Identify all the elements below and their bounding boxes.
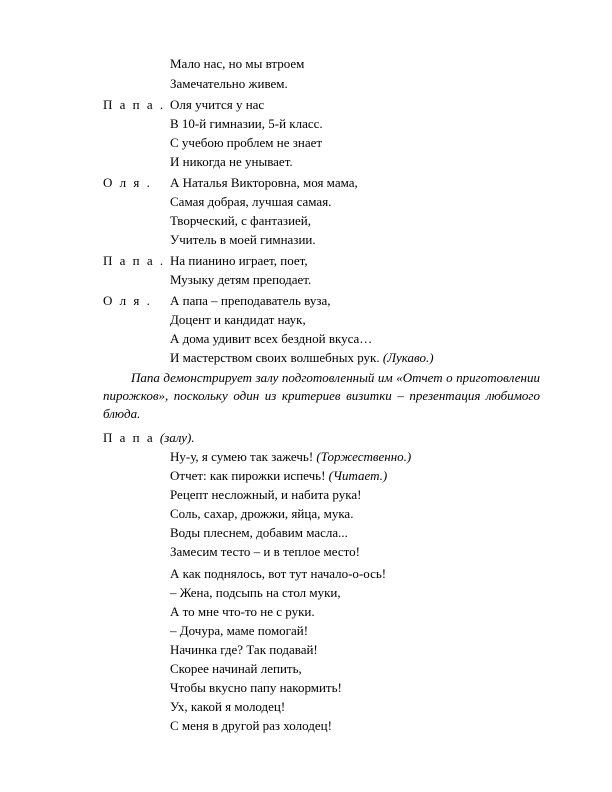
verse-text: Отчет: как пирожки испечь! <box>170 468 326 483</box>
verse-line: Ух, какой я молодец! <box>170 699 286 714</box>
verse-line: С меня в другой раз холодец! <box>170 718 332 733</box>
verse-line: Начинка где? Так подавай! <box>170 642 318 657</box>
speaker-label: П а п а <box>103 430 155 445</box>
verse-line: Музыку детям преподает. <box>170 272 312 287</box>
verse-line: Скорее начинай лепить, <box>170 661 302 676</box>
verse-line: Творческий, с фантазией, <box>170 213 312 228</box>
verse-line: Соль, сахар, дрожжи, яйца, мука. <box>170 506 354 521</box>
verse-line <box>170 449 411 464</box>
verse-line: На пианино играет, поет, <box>170 253 308 268</box>
verse-text: И мастерством своих волшебных рук. <box>170 350 380 365</box>
verse-line: – Жена, подсыпь на стол муки, <box>170 585 341 600</box>
verse-line: Самая добрая, лучшая самая. <box>170 194 332 209</box>
verse-line <box>170 350 434 365</box>
verse-text: Ну-у, я сумею так зажечь! <box>170 449 314 464</box>
verse-line <box>170 468 387 483</box>
speaker-name: П а п а . <box>103 253 166 268</box>
verse-line: Мало нас, но мы втроем <box>170 56 305 71</box>
verse-line: Рецепт несложный, и набита рука! <box>170 487 362 502</box>
verse-line: А папа – преподаватель вуза, <box>170 293 331 308</box>
verse-line: – Дочура, маме помогай! <box>170 623 309 638</box>
stage-remark: (Лукаво.) <box>382 350 434 365</box>
verse-line: Учитель в моей гимназии. <box>170 232 316 247</box>
speaker-name <box>103 430 195 445</box>
stage-remark: (залу). <box>159 430 195 445</box>
verse-line: С учебою проблем не знает <box>170 135 323 150</box>
verse-line: Замесим тесто – и в теплое место! <box>170 544 360 559</box>
verse-line: Замечательно живем. <box>170 76 288 91</box>
verse-line: А то мне что-то не с руки. <box>170 604 315 619</box>
speaker-name: О л я . <box>103 175 152 190</box>
stage-direction: Папа демонстрирует залу подготовленный им «Отчет о приготовлении пирожков», поскольку один из критериев визитки – презентация любимого блюда. <box>103 370 540 421</box>
verse-line: Оля учится у нас <box>170 97 265 112</box>
verse-line: Доцент и кандидат наук, <box>170 312 306 327</box>
verse-line: А Наталья Викторовна, моя мама, <box>170 175 358 190</box>
verse-line: В 10-й гимназии, 5-й класс. <box>170 116 323 131</box>
verse-line: А как поднялось, вот тут начало-о-ось! <box>170 566 387 581</box>
verse-line: И никогда не унывает. <box>170 154 293 169</box>
stage-remark: (Торжественно.) <box>316 449 412 464</box>
speaker-name: П а п а . <box>103 97 166 112</box>
verse-line: Воды плеснем, добавим масла... <box>170 525 348 540</box>
stage-remark: (Читает.) <box>328 468 388 483</box>
verse-line: А дома удивит всех бездной вкуса… <box>170 331 373 346</box>
verse-line: Чтобы вкусно папу накормить! <box>170 680 342 695</box>
speaker-name: О л я . <box>103 293 152 308</box>
